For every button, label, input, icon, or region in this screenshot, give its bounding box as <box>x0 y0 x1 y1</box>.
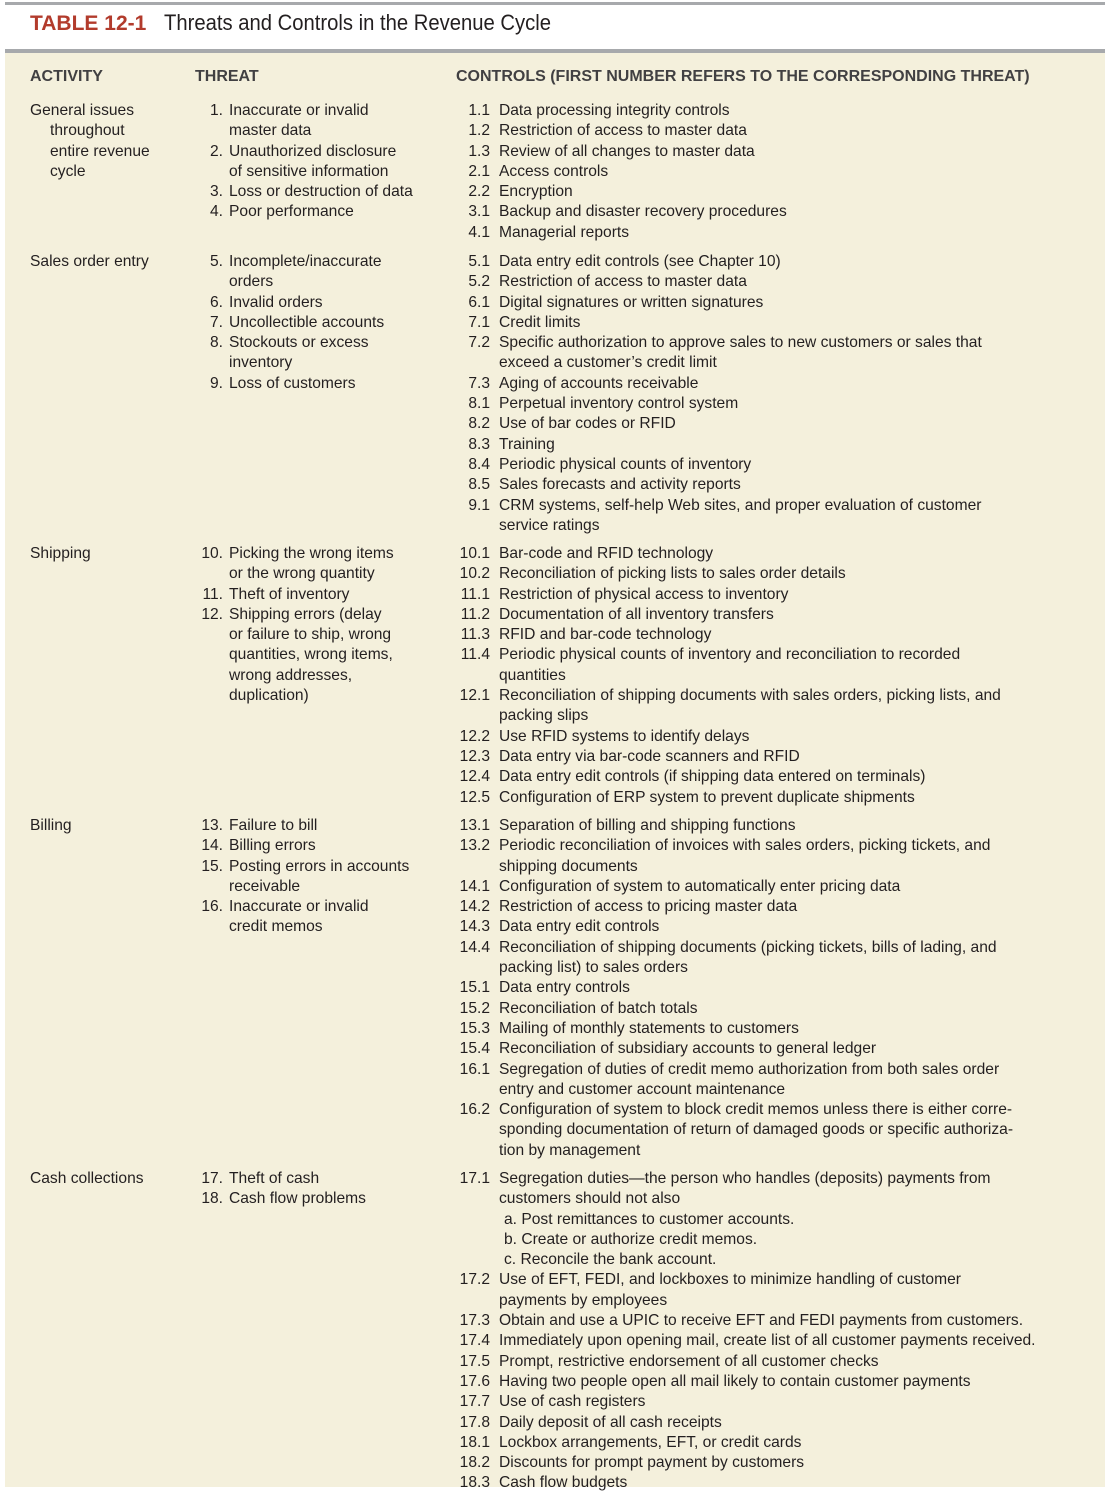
threat-item <box>190 605 394 706</box>
control-item <box>450 1019 1013 1039</box>
threat-text: Failure to bill <box>229 817 318 834</box>
threat-item <box>190 585 394 605</box>
control-number: 13.1 <box>459 817 490 834</box>
control-text: Specific authorization to approve sales to new customers or sales that <box>499 334 982 352</box>
threat-number: 1. <box>209 102 223 119</box>
control-text: Prompt, restrictive endorsement of all customer checks <box>499 1352 879 1370</box>
control-item <box>450 1392 1036 1412</box>
control-text: RFID and bar-code technology <box>499 626 712 644</box>
control-text: Reconciliation of picking lists to sales order details <box>499 565 846 583</box>
threat-number: 14. <box>201 837 223 855</box>
threat-text: Theft of inventory <box>229 585 350 603</box>
control-number: 12.1 <box>459 687 490 705</box>
control-text: Periodic physical counts of inventory <box>499 455 752 473</box>
control-text: Reconciliation of subsidiary accounts to general ledger <box>499 1040 877 1058</box>
activity-text: entire revenue <box>50 142 150 160</box>
control-number: 17.7 <box>459 1393 490 1411</box>
header-controls: CONTROLS (FIRST NUMBER REFERS TO THE CORRESPONDING THREAT) <box>456 68 1030 85</box>
control-cell <box>450 816 1013 1161</box>
control-item <box>450 788 1001 808</box>
threat-number: 18. <box>201 1190 223 1208</box>
control-item <box>450 645 1001 686</box>
control-item <box>450 1433 1036 1453</box>
control-item <box>450 101 787 121</box>
threat-item <box>190 816 409 836</box>
control-item <box>450 1413 1036 1433</box>
control-number: 11.4 <box>460 646 490 664</box>
control-item <box>450 836 1013 877</box>
threat-text: Stockouts or excess <box>229 334 369 352</box>
threat-cell <box>190 1169 366 1210</box>
control-item <box>450 1331 1036 1351</box>
threat-text: Shipping errors (delay <box>229 605 382 623</box>
control-item <box>450 313 982 333</box>
control-number: 18.3 <box>459 1474 490 1492</box>
control-text: Use of bar codes or RFID <box>499 415 676 433</box>
control-item <box>450 394 982 414</box>
threat-text: Loss or destruction of data <box>229 183 413 201</box>
threat-number: 6. <box>209 293 223 311</box>
control-item <box>450 121 787 141</box>
control-item <box>450 162 787 182</box>
control-text: Restriction of access to pricing master data <box>499 898 798 916</box>
control-number: 17.5 <box>459 1352 490 1370</box>
control-text: Reconciliation of batch totals <box>499 999 698 1017</box>
control-item <box>450 877 1013 897</box>
threat-item <box>190 333 384 374</box>
control-number: 4.1 <box>468 223 490 241</box>
threat-text: orders <box>229 273 274 291</box>
control-text: Access controls <box>499 162 609 180</box>
control-text: Periodic reconciliation of invoices with sales orders, picking tickets, and <box>499 837 991 855</box>
control-number: 10.1 <box>459 545 490 562</box>
threat-number: 2. <box>209 142 223 160</box>
control-number: 8.1 <box>468 395 490 413</box>
control-text: Cash flow budgets <box>499 1474 628 1492</box>
control-text: Immediately upon opening mail, create list of all customer payments received. <box>499 1332 1036 1350</box>
control-item <box>450 142 787 162</box>
control-number: 1.2 <box>468 122 490 140</box>
control-item <box>450 938 1013 979</box>
control-text: Having two people open all mail likely to contain customer payments <box>499 1372 971 1390</box>
threat-cell <box>190 101 413 223</box>
control-text: Mailing of monthly statements to customers <box>499 1019 799 1037</box>
control-item <box>450 435 982 455</box>
control-number: 12.3 <box>459 747 490 765</box>
control-item <box>450 182 787 202</box>
activity-text: General issues <box>30 102 135 119</box>
control-item <box>450 816 1013 836</box>
control-text: Encryption <box>499 183 573 201</box>
control-item <box>450 686 1001 727</box>
control-item <box>450 747 1001 767</box>
threat-item <box>190 182 413 202</box>
control-text: Periodic physical counts of inventory and reconciliation to recorded <box>499 646 961 664</box>
control-item <box>450 1100 1013 1161</box>
control-text: Data entry via bar-code scanners and RFID <box>499 747 800 765</box>
control-text: exceed a customer’s credit limit <box>499 354 717 372</box>
control-item <box>450 978 1013 998</box>
threat-text: or failure to ship, wrong <box>229 626 392 644</box>
threat-cell <box>190 816 409 938</box>
control-text: CRM systems, self-help Web sites, and proper evaluation of customer <box>499 496 982 514</box>
control-text: quantities <box>499 666 566 684</box>
control-text: packing slips <box>499 707 589 725</box>
control-number: 15.3 <box>459 1019 490 1037</box>
control-number: 16.2 <box>459 1101 490 1119</box>
control-number: 14.4 <box>459 938 490 956</box>
threat-text: Uncollectible accounts <box>229 313 385 331</box>
control-item <box>450 293 982 313</box>
control-item <box>450 544 1001 564</box>
control-number: 14.1 <box>459 877 490 895</box>
control-number: 7.2 <box>468 334 490 352</box>
control-item <box>450 333 982 374</box>
control-text: Use of cash registers <box>499 1393 646 1411</box>
control-text: service ratings <box>499 516 600 534</box>
control-text: Reconciliation of shipping documents (picking tickets, bills of lading, and <box>499 938 997 956</box>
control-item <box>450 1453 1036 1473</box>
threat-text: credit memos <box>229 918 323 936</box>
threat-text: wrong addresses, <box>229 666 353 684</box>
control-text: Data entry edit controls <box>499 918 660 936</box>
control-text: Discounts for prompt payment by customers <box>499 1454 805 1472</box>
control-number: 3.1 <box>468 203 490 221</box>
control-number: 17.4 <box>459 1332 490 1350</box>
threat-item <box>190 374 384 394</box>
control-item <box>450 1352 1036 1372</box>
control-item <box>450 496 982 537</box>
control-text: Review of all changes to master data <box>499 142 755 160</box>
activity-cell <box>30 816 72 836</box>
threat-item <box>190 252 384 293</box>
control-number: 10.2 <box>459 565 490 583</box>
control-number: 15.1 <box>459 979 490 997</box>
control-item <box>450 999 1013 1019</box>
control-text: Data entry controls <box>499 979 630 997</box>
control-text: Segregation duties—the person who handles (deposits) payments from <box>499 1170 991 1187</box>
threat-number: 10. <box>201 545 223 562</box>
threat-cell <box>190 252 384 394</box>
control-cell <box>450 101 787 243</box>
control-number: 17.2 <box>459 1271 490 1289</box>
control-subitem: b. Create or authorize credit memos. <box>504 1230 758 1248</box>
control-item <box>450 897 1013 917</box>
activity-cell <box>30 101 150 182</box>
threat-text: Unauthorized disclosure <box>229 142 397 160</box>
control-text: entry and customer account maintenance <box>499 1080 786 1098</box>
control-item <box>450 414 982 434</box>
control-text: sponding documentation of return of damaged goods or specific authoriza- <box>499 1121 1014 1139</box>
control-number: 17.8 <box>459 1413 490 1431</box>
control-number: 12.5 <box>459 788 490 806</box>
control-text: Data processing integrity controls <box>499 102 730 119</box>
threat-text: Inaccurate or invalid <box>229 898 369 916</box>
control-text: Bar-code and RFID technology <box>499 545 714 562</box>
control-number: 8.3 <box>468 435 490 453</box>
table-caption: Threats and Controls in the Revenue Cycle <box>164 10 552 35</box>
control-text: Training <box>499 435 555 453</box>
control-number: 2.1 <box>468 162 490 180</box>
control-number: 1.3 <box>468 142 490 160</box>
threat-text: master data <box>229 122 312 140</box>
activity-text: throughout <box>50 122 125 140</box>
table-number: TABLE 12-1 <box>30 12 147 35</box>
activity-text: cycle <box>50 162 86 180</box>
top-rule <box>5 2 1105 5</box>
activity-text: Sales order entry <box>30 253 149 270</box>
control-item <box>450 1473 1036 1493</box>
threat-text: Billing errors <box>229 837 316 855</box>
threat-text: duplication) <box>229 687 309 705</box>
control-item <box>450 767 1001 787</box>
control-text: Configuration of system to block credit memos unless there is either corre- <box>499 1101 1013 1119</box>
control-item <box>450 252 982 272</box>
threat-item <box>190 202 413 222</box>
threat-text: of sensitive information <box>229 162 389 180</box>
control-subitem: a. Post remittances to customer accounts. <box>504 1210 795 1228</box>
control-subitem: c. Reconcile the bank account. <box>504 1251 717 1269</box>
control-text: Separation of billing and shipping functions <box>499 817 796 834</box>
control-number: 13.2 <box>459 837 490 855</box>
threat-item <box>190 293 384 313</box>
threat-text: Picking the wrong items <box>229 545 394 562</box>
control-text: Digital signatures or written signatures <box>499 293 764 311</box>
threat-number: 15. <box>201 857 223 875</box>
control-text: Data entry edit controls (if shipping data entered on terminals) <box>499 768 926 786</box>
control-text: Aging of accounts receivable <box>499 374 699 392</box>
threat-item <box>190 101 413 142</box>
control-text: Sales forecasts and activity reports <box>499 476 741 494</box>
control-text: Credit limits <box>499 313 581 331</box>
threat-text: receivable <box>229 877 301 895</box>
control-item <box>450 727 1001 747</box>
control-number: 8.2 <box>468 415 490 433</box>
control-text: Lockbox arrangements, EFT, or credit cards <box>499 1433 802 1451</box>
control-number: 12.4 <box>459 768 490 786</box>
control-number: 11.3 <box>460 626 490 644</box>
threat-item <box>190 544 394 585</box>
table-title <box>30 10 585 36</box>
control-item <box>450 1169 1036 1270</box>
control-item <box>450 1039 1013 1059</box>
control-item <box>450 374 982 394</box>
control-text: Restriction of access to master data <box>499 273 747 291</box>
threat-text: Theft of cash <box>229 1170 320 1187</box>
control-text: Data entry edit controls (see Chapter 10) <box>499 253 781 270</box>
threat-item <box>190 1169 366 1189</box>
control-number: 17.3 <box>459 1312 490 1330</box>
control-cell <box>450 544 1001 808</box>
threat-item <box>190 313 384 333</box>
control-number: 15.4 <box>459 1040 490 1058</box>
activity-text: Billing <box>30 817 72 834</box>
control-number: 7.1 <box>468 313 490 331</box>
control-number: 16.1 <box>459 1060 490 1078</box>
control-number: 5.1 <box>468 253 490 270</box>
control-number: 18.1 <box>459 1433 490 1451</box>
threat-item <box>190 142 413 183</box>
control-text: tion by management <box>499 1141 641 1159</box>
control-item <box>450 455 982 475</box>
control-text: Restriction of access to master data <box>499 122 747 140</box>
activity-text: Shipping <box>30 545 91 562</box>
threat-text: quantities, wrong items, <box>229 646 393 664</box>
control-number: 6.1 <box>468 293 490 311</box>
control-number: 14.2 <box>459 898 490 916</box>
threat-item <box>190 897 409 938</box>
threat-number: 5. <box>209 253 223 270</box>
control-number: 12.2 <box>459 727 490 745</box>
threat-number: 8. <box>209 334 223 352</box>
threat-text: Incomplete/inaccurate <box>229 253 382 270</box>
control-number: 14.3 <box>459 918 490 936</box>
activity-text: Cash collections <box>30 1170 144 1187</box>
control-text: Configuration of ERP system to prevent duplicate shipments <box>499 788 915 806</box>
control-item <box>450 223 787 243</box>
table-body <box>5 49 1105 1492</box>
control-text: Managerial reports <box>499 223 630 241</box>
threat-number: 16. <box>201 898 223 916</box>
control-item <box>450 605 1001 625</box>
threat-number: 3. <box>209 183 223 201</box>
activity-cell <box>30 544 91 564</box>
control-cell <box>450 252 982 536</box>
threat-number: 11. <box>202 585 223 603</box>
control-text: Configuration of system to automatically enter pricing data <box>499 877 901 895</box>
threat-item <box>190 1189 366 1209</box>
control-number: 7.3 <box>468 374 490 392</box>
threat-item <box>190 836 409 856</box>
threat-number: 9. <box>209 374 223 392</box>
control-text: packing list) to sales orders <box>499 959 688 977</box>
control-text: payments by employees <box>499 1291 668 1309</box>
threat-text: Posting errors in accounts <box>229 857 410 875</box>
control-number: 11.1 <box>460 585 490 603</box>
control-text: Use RFID systems to identify delays <box>499 727 750 745</box>
control-text: Obtain and use a UPIC to receive EFT and FEDI payments from customers. <box>499 1312 1024 1330</box>
threat-text: inventory <box>229 354 293 372</box>
threat-number: 7. <box>209 313 223 331</box>
control-text: Use of EFT, FEDI, and lockboxes to minimize handling of customer <box>499 1271 961 1289</box>
header-threat: THREAT <box>195 68 259 85</box>
control-number: 15.2 <box>459 999 490 1017</box>
threat-number: 17. <box>201 1170 223 1187</box>
threat-text: Loss of customers <box>229 374 356 392</box>
control-item <box>450 1372 1036 1392</box>
control-text: Backup and disaster recovery procedures <box>499 203 787 221</box>
control-cell <box>450 1169 1036 1494</box>
control-number: 2.2 <box>468 183 490 201</box>
header-activity: ACTIVITY <box>30 68 103 85</box>
control-item <box>450 1311 1036 1331</box>
control-text: Perpetual inventory control system <box>499 395 739 413</box>
control-text: Segregation of duties of credit memo authorization from both sales order <box>499 1060 1000 1078</box>
threat-item <box>190 857 409 898</box>
control-number: 17.1 <box>459 1170 490 1187</box>
control-number: 8.5 <box>468 476 490 494</box>
threat-number: 13. <box>201 817 223 834</box>
control-text: customers should not also <box>499 1190 681 1208</box>
control-number: 9.1 <box>468 496 490 514</box>
control-text: shipping documents <box>499 857 638 875</box>
threat-text: Cash flow problems <box>229 1190 366 1208</box>
threat-number: 12. <box>201 605 223 623</box>
control-text: Reconciliation of shipping documents with sales orders, picking lists, and <box>499 687 1001 705</box>
threat-text: Poor performance <box>229 203 354 221</box>
control-item <box>450 1060 1013 1101</box>
control-item <box>450 1270 1036 1311</box>
control-item <box>450 625 1001 645</box>
control-number: 8.4 <box>468 455 490 473</box>
threat-text: or the wrong quantity <box>229 565 375 583</box>
control-item <box>450 585 1001 605</box>
control-text: Restriction of physical access to inventory <box>499 585 789 603</box>
control-item <box>450 202 787 222</box>
control-item <box>450 564 1001 584</box>
control-number: 5.2 <box>468 273 490 291</box>
threat-text: Inaccurate or invalid <box>229 102 369 119</box>
control-item <box>450 272 982 292</box>
control-number: 18.2 <box>459 1454 490 1472</box>
control-item <box>450 475 982 495</box>
threat-number: 4. <box>209 203 223 221</box>
control-text: Daily deposit of all cash receipts <box>499 1413 722 1431</box>
control-item <box>450 917 1013 937</box>
threat-text: Invalid orders <box>229 293 323 311</box>
control-number: 17.6 <box>459 1372 490 1390</box>
activity-cell <box>30 1169 144 1189</box>
activity-cell <box>30 252 149 272</box>
control-number: 1.1 <box>468 102 490 119</box>
control-number: 11.2 <box>460 605 490 623</box>
control-text: Documentation of all inventory transfers <box>499 605 774 623</box>
threat-cell <box>190 544 394 706</box>
